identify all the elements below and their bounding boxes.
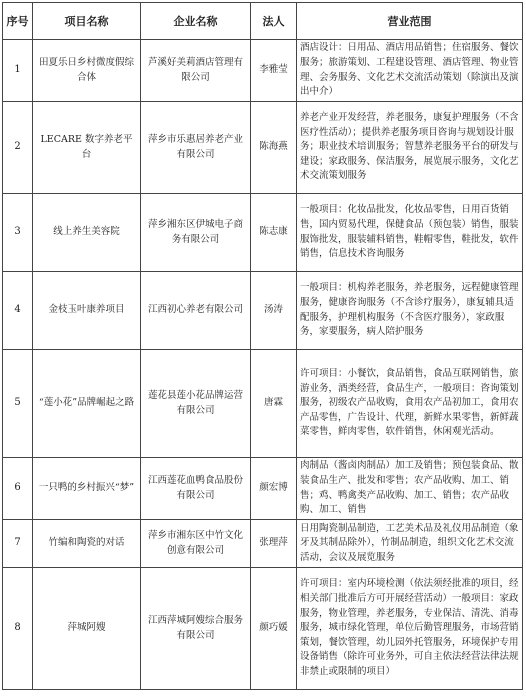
- table-row: [3, 568, 523, 690]
- row-no: 7: [3, 520, 33, 568]
- business-scope: 养老产业开发经营，养老服务，康复护理服务（不含医疗性活动）；提供养老服务项目咨询与规划设计服务；职业技术培训服务；智慧养老服务平台的研发与建设；家政服务、保洁服务，展览展示服务，文化艺术交流策划服务: [297, 102, 523, 194]
- legal-person: 唐霖: [251, 350, 297, 458]
- table-row: [3, 350, 523, 458]
- project-name: 金枝玉叶康养项目: [33, 272, 141, 350]
- row-no: 2: [3, 102, 33, 194]
- project-name: LECARE 数字养老平台: [33, 102, 141, 194]
- document-page: [2, 2, 523, 690]
- header-legal-person: 法人: [251, 3, 297, 40]
- legal-person: 陈志康: [251, 194, 297, 272]
- company-name: 江西莲花血鸭食品股份有限公司: [141, 458, 251, 520]
- company-name: 萍乡湘东区伊城电子商务有限公司: [141, 194, 251, 272]
- header-business-scope: 营业范围: [297, 3, 523, 40]
- company-name: 莲花县莲小花品牌运营有限公司: [141, 350, 251, 458]
- company-name: 江西萍城阿嫂综合服务有限公司: [141, 568, 251, 690]
- company-name: 萍乡市湘东区中竹文化创意有限公司: [141, 520, 251, 568]
- project-name: 线上养生美容院: [33, 194, 141, 272]
- business-scope: 日用陶瓷制品制造，工艺美术品及礼仪用品制造（象牙及其制品除外），竹制品制造，组织文化艺术交流活动，会议及展览服务: [297, 520, 523, 568]
- project-name: 竹编和陶瓷的对话: [33, 520, 141, 568]
- business-scope: 许可项目：小餐饮，食品销售，食品互联网销售，旅游业务，酒类经营，食品生产，一般项目：咨询策划服务，初级农产品收购，食用农产品初加工，食用农产品零售，广告设计、代理，新鲜水果零售，新鲜蔬菜零售，鲜肉零售，软件销售，休闲观光活动。: [297, 350, 523, 458]
- enterprise-table: [2, 2, 523, 690]
- table-header-row: [3, 3, 523, 40]
- table-row: [3, 102, 523, 194]
- legal-person: 汤涛: [251, 272, 297, 350]
- business-scope: 酒店设计：日用品、酒店用品销售；住宿服务、餐饮服务；旅游策划、工程建设管理、酒店管理、物业管理、会务服务、文化艺术交流活动策划（除演出及演出中介）: [297, 40, 523, 102]
- row-no: 6: [3, 458, 33, 520]
- project-name: “莲小花”品牌崛起之路: [33, 350, 141, 458]
- legal-person: 张理萍: [251, 520, 297, 568]
- table-row: [3, 520, 523, 568]
- project-name: 一只鸭的乡村振兴“梦”: [33, 458, 141, 520]
- project-name: 萍城阿嫂: [33, 568, 141, 690]
- company-name: 江西初心养老有限公司: [141, 272, 251, 350]
- table-row: [3, 40, 523, 102]
- legal-person: 陈海燕: [251, 102, 297, 194]
- header-no: 序号: [3, 3, 33, 40]
- row-no: 3: [3, 194, 33, 272]
- project-name: 田夏乐日乡村微度假综合体: [33, 40, 141, 102]
- legal-person: 颜巧媛: [251, 568, 297, 690]
- legal-person: 李雅莹: [251, 40, 297, 102]
- business-scope: 许可项目：室内环境检测（依法须经批准的项目，经相关部门批准后方可开展经营活动）一般项目：家政服务，物业管理，养老服务，专业保洁、清洗、消毒服务，城市绿化管理，单位后勤管理服务，市场营销策划，餐饮管理，幼儿园外托管服务，环境保护专用设备销售（除许可业务外，可自主依法经营法律法规非禁止或限制的项目）: [297, 568, 523, 690]
- table-row: [3, 272, 523, 350]
- row-no: 4: [3, 272, 33, 350]
- row-no: 5: [3, 350, 33, 458]
- row-no: 8: [3, 568, 33, 690]
- business-scope: 肉制品（酱卤肉制品）加工及销售；预包装食品、散装食品生产、批发和零售；农产品收购、加工、销售；鸡、鸭禽类产品收购、加工、销售；农产品收购、加工、销售: [297, 458, 523, 520]
- company-name: 萍乡市乐惠居养老产业有限公司: [141, 102, 251, 194]
- header-company-name: 企业名称: [141, 3, 251, 40]
- business-scope: 一般项目：化妆品批发，化妆品零售，日用百货销售，国内贸易代理，保健食品（预包装）销售，服装服饰批发，服装辅料销售，鞋帽零售，鞋批发，软件销售，信息技术咨询服务: [297, 194, 523, 272]
- company-name: 芦溪好美莉酒店管理有限公司: [141, 40, 251, 102]
- table-row: [3, 458, 523, 520]
- row-no: 1: [3, 40, 33, 102]
- business-scope: 一般项目：机构养老服务，养老服务，远程健康管理服务，健康咨询服务（不含诊疗服务），康复辅具适配服务，护理机构服务（不含医疗服务），家政服务，家要服务，病人陪护服务: [297, 272, 523, 350]
- table-row: [3, 194, 523, 272]
- legal-person: 颜宏博: [251, 458, 297, 520]
- header-project-name: 项目名称: [33, 3, 141, 40]
